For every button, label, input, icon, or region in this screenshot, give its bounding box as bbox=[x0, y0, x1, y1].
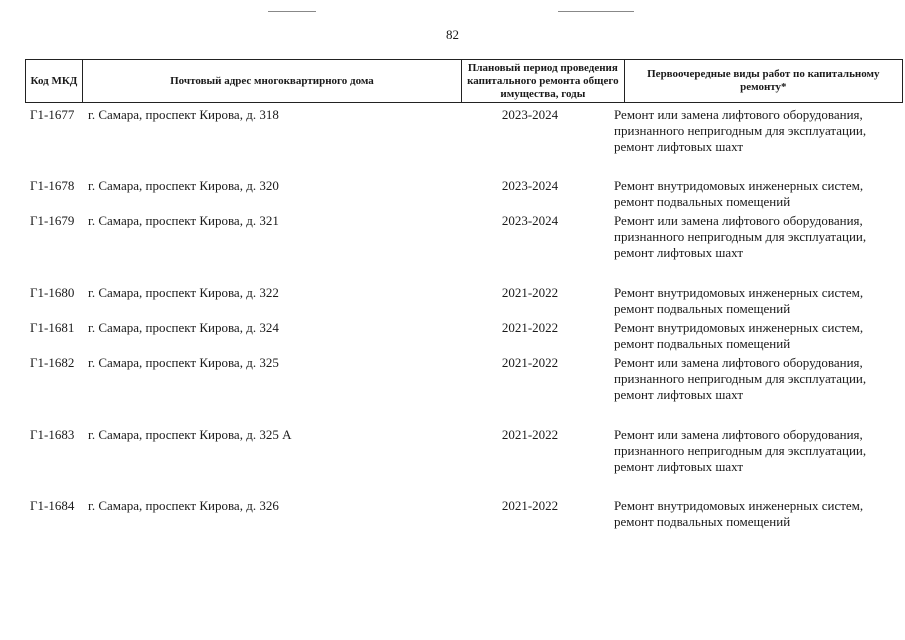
row-code: Г1-1679 bbox=[30, 213, 75, 228]
row-works: Ремонт или замена лифтового оборудования, признанного непригодным для эксплуатации, ремонт лифтовых шахт bbox=[614, 213, 867, 260]
row-period: 2023-2024 bbox=[501, 213, 559, 228]
header-works: Первоочередные виды работ по капитальному ремонту* bbox=[647, 68, 880, 93]
row-period: 2021-2022 bbox=[501, 355, 559, 370]
row-address: г. Самара, проспект Кирова, д. 324 bbox=[88, 320, 279, 335]
row-code: Г1-1682 bbox=[30, 355, 75, 370]
row-period: 2021-2022 bbox=[501, 427, 559, 442]
header-code: Код МКД bbox=[26, 60, 83, 102]
header-address: Почтовый адрес многоквартирного дома bbox=[83, 60, 462, 102]
row-period: 2021-2022 bbox=[501, 285, 559, 300]
row-period: 2021-2022 bbox=[501, 498, 559, 513]
scan-artifact bbox=[268, 11, 316, 12]
row-address: г. Самара, проспект Кирова, д. 318 bbox=[88, 107, 279, 122]
row-works: Ремонт или замена лифтового оборудования, признанного непригодным для эксплуатации, ремонт лифтовых шахт bbox=[614, 355, 867, 402]
header-period: Плановый период проведения капитального ремонта общего имущества, годы bbox=[462, 60, 625, 102]
row-works: Ремонт внутридомовых инженерных систем, ремонт подвальных помещений bbox=[614, 320, 864, 351]
row-code: Г1-1684 bbox=[30, 498, 75, 513]
row-works: Ремонт внутридомовых инженерных систем, ремонт подвальных помещений bbox=[614, 498, 864, 529]
row-address: г. Самара, проспект Кирова, д. 325 bbox=[88, 355, 279, 370]
page-number: 82 bbox=[446, 27, 459, 42]
row-address: г. Самара, проспект Кирова, д. 326 bbox=[88, 498, 279, 513]
row-works: Ремонт или замена лифтового оборудования, признанного непригодным для эксплуатации, ремонт лифтовых шахт bbox=[614, 107, 867, 154]
row-period: 2023-2024 bbox=[501, 178, 559, 193]
table-header bbox=[25, 59, 903, 103]
row-code: Г1-1680 bbox=[30, 285, 75, 300]
row-period: 2021-2022 bbox=[501, 320, 559, 335]
row-code: Г1-1677 bbox=[30, 107, 75, 122]
row-code: Г1-1678 bbox=[30, 178, 75, 193]
row-address: г. Самара, проспект Кирова, д. 321 bbox=[88, 213, 279, 228]
row-address: г. Самара, проспект Кирова, д. 320 bbox=[88, 178, 279, 193]
row-code: Г1-1683 bbox=[30, 427, 75, 442]
row-address: г. Самара, проспект Кирова, д. 322 bbox=[88, 285, 279, 300]
row-works: Ремонт внутридомовых инженерных систем, ремонт подвальных помещений bbox=[614, 285, 864, 316]
row-works: Ремонт внутридомовых инженерных систем, ремонт подвальных помещений bbox=[614, 178, 864, 209]
row-code: Г1-1681 bbox=[30, 320, 75, 335]
row-works: Ремонт или замена лифтового оборудования, признанного непригодным для эксплуатации, ремонт лифтовых шахт bbox=[614, 427, 867, 474]
row-period: 2023-2024 bbox=[501, 107, 559, 122]
row-address: г. Самара, проспект Кирова, д. 325 А bbox=[88, 427, 292, 442]
scan-artifact bbox=[558, 11, 634, 12]
